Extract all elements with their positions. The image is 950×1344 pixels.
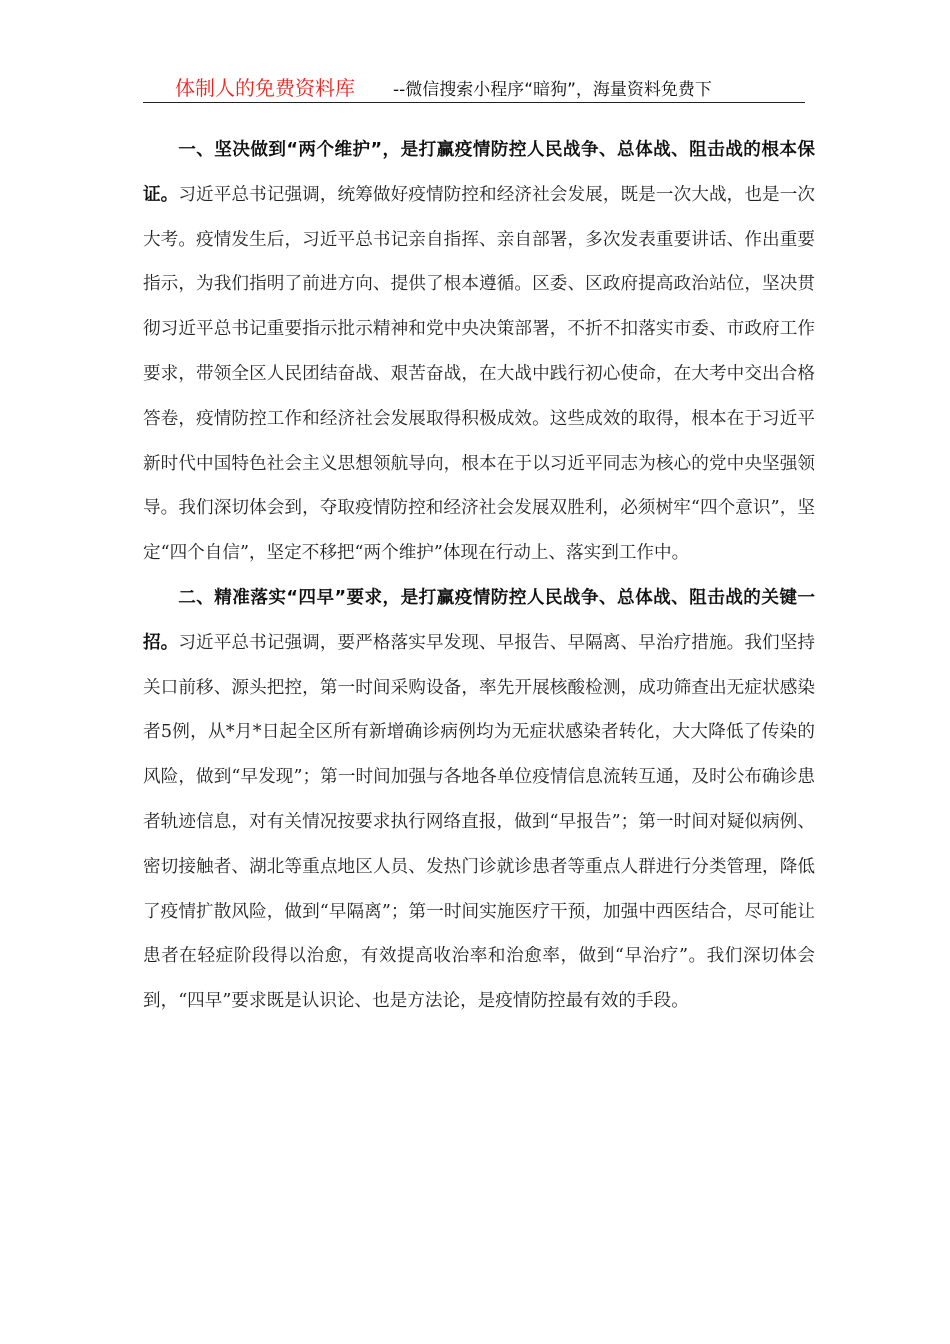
header-brand: 体制人的免费资料库 — [175, 76, 355, 100]
header-tagline: --微信搜索小程序“暗狗”，海量资料免费下 — [393, 80, 712, 100]
document-body — [143, 128, 815, 1024]
paragraph-2-lead: 二、精准落实“四早”要求，是打赢疫情防控人民战争、总体战、阻击战的关键一招。 — [143, 587, 815, 653]
paragraph-2-body: 习近平总书记强调，要严格落实早发现、早报告、早隔离、早治疗措施。我们坚持关口前移、源头把控，第一时间采购设备，率先开展核酸检测，成功筛查出无症状感染者5例，从*月*日起全区所有新增确诊病例均为无症状感染者转化，大大降低了传染的风险，做到“早发现”；第一时间加强与各地各单位疫情信息流转互通，及时公布确诊患者轨迹信息，对有关情况按要求执行网络直报，做到“早报告”；第一时间对疑似病例、密切接触者、湖北等重点地区人员、发热门诊就诊患者等重点人群进行分类管理，降低了疫情扩散风险，做到“早隔离”；第一时间实施医疗干预，加强中西医结合，尽可能让患者在轻症阶段得以治愈，有效提高收治率和治愈率，做到“早治疗”。我们深切体会到，“四早”要求既是认识论、也是方法论，是疫情防控最有效的手段。 — [143, 632, 815, 1012]
page-header — [143, 70, 805, 103]
paragraph-1 — [143, 128, 815, 576]
paragraph-1-body: 习近平总书记强调，统筹做好疫情防控和经济社会发展，既是一次大战，也是一次大考。疫情发生后，习近平总书记亲自指挥、亲自部署，多次发表重要讲话、作出重要指示，为我们指明了前进方向、提供了根本遵循。区委、区政府提高政治站位，坚决贯彻习近平总书记重要指示批示精神和党中央决策部署，不折不扣落实市委、市政府工作要求，带领全区人民团结奋战、艰苦奋战，在大战中践行初心使命，在大考中交出合格答卷，疫情防控工作和经济社会发展取得积极成效。这些成效的取得，根本在于习近平新时代中国特色社会主义思想领航导向，根本在于以习近平同志为核心的党中央坚强领导。我们深切体会到，夺取疫情防控和经济社会发展双胜利，必须树牢“四个意识”，坚定“四个自信”，坚定不移把“两个维护”体现在行动上、落实到工作中。 — [143, 184, 815, 564]
paragraph-2 — [143, 576, 815, 1024]
paragraph-1-lead: 一、坚决做到“两个维护”，是打赢疫情防控人民战争、总体战、阻击战的根本保证。 — [143, 140, 815, 205]
